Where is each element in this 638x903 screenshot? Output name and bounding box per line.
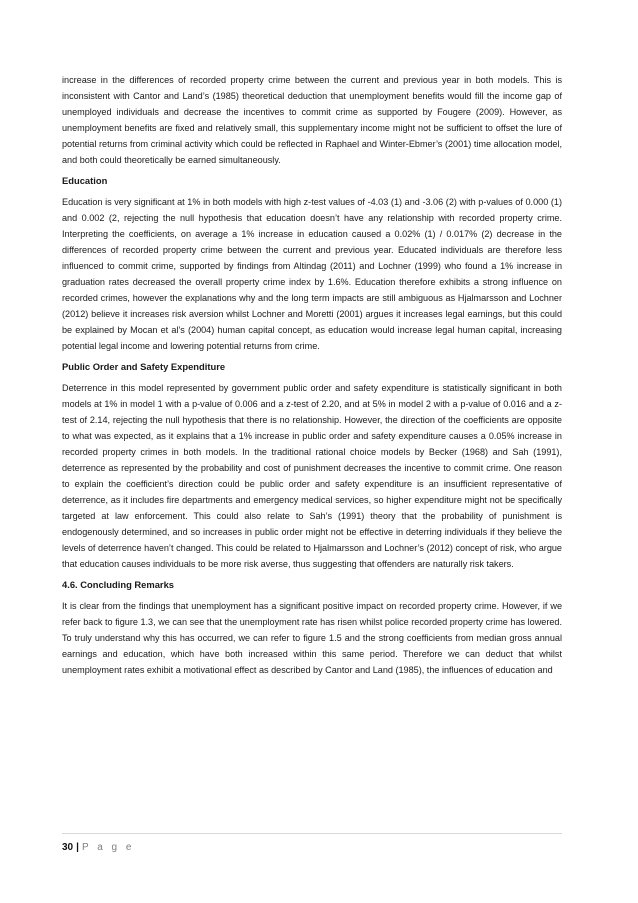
paragraph-education: Education is very significant at 1% in both models with high z-test values of -4.03 (1) and -3.06 (2) with p-values of 0.000 (1) and 0.002 (2, rejecting the null hypothesis that education doesn’t have any relationship with recorded property crime. Interpreting the coefficients, on average a 1% increase in education caused a 0.02% (1) / 0.017% (2) decrease in the differences of recorded property crime between the current and previous year. Educated individuals are therefore less influenced to commit crime, supported by findings from Altindag (2011) and Lochner (1999) who found a 1% increase in graduation rates decreased the overall property crime index by 1.6%. Education therefore exhibits a strong influence on recorded crimes, however the explanations why and the long term impacts are still ambiguous as Hjalmarsson and Lochner (2012) believe it increases risk aversion whilst Lochner and Moretti (2001) argues it increases legal earnings, but this could be explained by Mocan et al’s (2004) human capital concept, as education would increase legal human capital, increasing potential legal income and lowering potential returns from crime. [62,197,562,351]
page-number: 30 [62,842,74,853]
heading-concluding-remarks: 4.6. Concluding Remarks [62,579,175,590]
paragraph-concluding-remarks: It is clear from the findings that unemployment has a significant positive impact on recorded property crime. However, if we refer back to figure 1.3, we can see that the unemployment rate has risen whilst police recorded property crime has lowered. To truly understand why this has occurred, we can refer to figure 1.5 and the strong coefficients from median gross annual earnings and education, which have both increased within this same period. Therefore we can deduct that whilst unemployment rates exhibit a motivational effect as described by Cantor and Land (1985), the influences of education and [62,601,562,675]
heading-education: Education [62,175,108,186]
page-separator: | [76,842,79,853]
page-label: P a g e [81,842,135,853]
heading-public-order: Public Order and Safety Expenditure [62,361,226,372]
paragraph-public-order: Deterrence in this model represented by government public order and safety expenditure is statistically significant in both models at 1% in model 1 with a p-value of 0.006 and a z-test of 2.20, and at 5% in model 2 with a p-value of 0.016 and a z-test of 2.14, rejecting the null hypothesis that there is no relationship. However, the direction of the coefficients are opposite to what was expected, as it explains that a 1% increase in public order and safety expenditure causes a 0.05% increase in recorded property crimes in both models. In the traditional rational choice models by Becker (1968) and Sah (1991), deterrence as represented by the probability and cost of punishment decreases the incentive to commit crime. One reason to explain the coefficient’s direction could be public order and safety expenditure is an insufficient representative of deterrence, as it includes fire departments and emergency medical services, so higher expenditure might not be specifically targeted at law enforcement. This could also relate to Sah’s (1991) theory that the probability of punishment is endogenously determined, and so increases in public order might not be effective in deterring individuals if they believe the levels of deterrence haven’t changed. This could be related to Hjalmarsson and Lochner’s (2012) concept of risk, who argue that education causes individuals to be more risk averse, thus suggesting that offenders are naturally risk takers. [62,383,562,569]
page-content [62,72,562,683]
footer-divider [62,833,562,834]
paragraph-unemployment-continued: increase in the differences of recorded property crime between the current and previous year in both models. This is inconsistent with Cantor and Land’s (1985) theoretical deduction that unemployment benefits would fill the income gap of unemployed individuals and decrease the incentives to commit crime as supported by Fougere (2009). However, as unemployment benefits are fixed and relatively small, this supplementary income might not be sufficient to offset the lure of potential returns from criminal activity which could be reflected in Raphael and Winter-Ebmer’s (2001) time allocation model, and both could theoretically be earned simultaneously. [62,75,562,165]
page-footer [62,841,134,855]
